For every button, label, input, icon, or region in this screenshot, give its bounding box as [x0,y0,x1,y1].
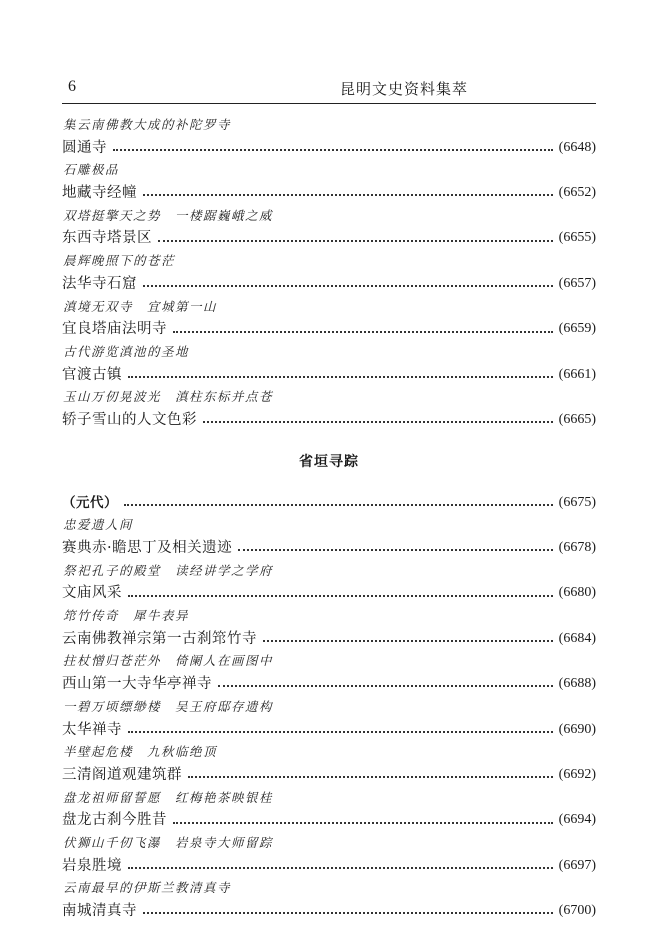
toc-entry-page: (6690) [558,721,596,737]
section-heading: 省垣寻踪 [299,453,359,470]
toc-entry-title: 圆通寺 [62,139,107,156]
toc-subtitle: 筇竹传奇 犀牛表异 [63,608,190,624]
dot-leader [113,149,553,151]
toc-entry [62,855,596,878]
toc-entry-page: (6680) [558,585,596,601]
toc-list-top [62,114,596,432]
toc-entry-page: (6688) [558,676,596,692]
toc-subtitle: 古代游览滇池的圣地 [63,343,190,359]
toc-entry-page: (6652) [558,185,596,201]
toc-subtitle: 云南最早的伊斯兰教清真寺 [63,880,232,896]
dot-leader [173,331,553,333]
dot-leader [238,549,553,551]
toc-entry-title: 西山第一大寺华亭禅寺 [62,676,212,693]
dot-leader [128,867,553,869]
toc-subtitle: 拄杖憎归苍茫外 倚阑人在画图中 [63,653,274,669]
toc-entry [62,227,596,250]
dot-leader [188,776,553,778]
toc-entry-page: (6661) [558,366,596,382]
dot-leader [218,685,553,687]
dot-leader [143,194,553,196]
dot-leader [143,912,553,914]
toc-entry-page: (6648) [558,139,596,155]
toc-entry-page: (6655) [558,230,596,246]
toc-entry-page: (6692) [558,766,596,782]
toc-subtitle: 盘龙祖师留誓愿 红梅艳茶映银桂 [63,789,274,805]
toc-subtitle: 祭祀孔子的殿堂 读经讲学之学府 [63,562,274,578]
dot-leader [128,731,553,733]
toc-entry [62,582,596,605]
toc-entry-title: 赛典赤·瞻思丁及相关遗迹 [62,540,233,556]
book-title: 昆明文史资料集萃 [340,80,469,98]
toc-entry-title: 轿子雪山的人文色彩 [62,411,197,428]
toc-list-bottom [62,492,596,923]
toc-entry-page: (6700) [558,903,596,918]
table-of-contents [62,114,596,923]
toc-subtitle: 双塔挺擎天之势 一楼踞巍峨之威 [63,207,274,223]
toc-subtitle: 伏狮山千仞飞瀑 岩泉寺大师留踪 [63,834,274,850]
toc-entry-title: 地藏寺经幢 [62,185,137,202]
toc-entry-title: 官渡古镇 [62,366,122,383]
toc-entry-title: 云南佛教禅宗第一古刹筇竹寺 [62,630,257,647]
toc-entry [62,182,596,205]
toc-entry-title: 太华禅寺 [62,721,122,738]
dot-leader [173,822,553,824]
toc-subtitle: 晨辉晚照下的苍茫 [63,253,176,269]
toc-entry-title: （元代） [62,494,118,511]
toc-entry-page: (6657) [558,275,596,291]
toc-subtitle: 一碧万顷缥缈楼 吴王府邸存遗构 [63,698,274,714]
dot-leader [124,504,553,506]
dot-leader [128,595,553,597]
toc-entry-title: 三清阁道观建筑群 [62,766,182,783]
dot-leader [128,376,553,378]
toc-entry-title: 盘龙古刹今胜昔 [62,812,167,829]
toc-subtitle: 集云南佛教大成的补陀罗寺 [63,117,232,132]
toc-subtitle: 滇境无双寺 宜城第一山 [63,298,218,314]
toc-entry-title: 法华寺石窟 [62,275,137,292]
toc-entry [62,900,596,923]
toc-entry [62,492,596,515]
toc-entry-page: (6659) [558,321,596,337]
toc-subtitle: 石雕极品 [63,162,120,178]
toc-entry [62,809,596,832]
toc-entry [62,409,596,432]
toc-subtitle: 玉山万仞晃波光 滇柱东标并点苍 [63,389,274,405]
toc-subtitle: 半壁起危楼 九秋临绝顶 [63,744,218,760]
page-header [62,76,594,100]
toc-entry [62,764,596,787]
toc-entry-page: (6694) [558,812,596,828]
toc-entry-title: 宜良塔庙法明寺 [62,321,167,338]
toc-entry [62,364,596,387]
toc-entry-title: 文庙风采 [62,585,122,602]
dot-leader [263,640,553,642]
toc-entry [62,318,596,341]
toc-entry-page: (6675) [558,494,596,510]
dot-leader [203,421,553,423]
toc-entry-page: (6697) [558,857,596,873]
toc-entry-title: 岩泉胜境 [62,857,122,874]
toc-entry [62,273,596,296]
header-rule [62,103,596,104]
toc-entry [62,628,596,651]
toc-entry-page: (6684) [558,630,596,646]
toc-entry [62,537,596,560]
toc-entry-page: (6678) [558,540,596,555]
dot-leader [158,240,553,242]
toc-subtitle: 忠爱遗人间 [63,517,134,533]
toc-entry [62,137,596,160]
toc-entry-title: 南城清真寺 [62,903,137,919]
toc-entry-page: (6665) [558,411,596,427]
dot-leader [143,285,553,287]
toc-entry [62,673,596,696]
toc-entry-title: 东西寺塔景区 [62,230,152,247]
page-number: 6 [68,78,76,95]
toc-entry [62,719,596,742]
